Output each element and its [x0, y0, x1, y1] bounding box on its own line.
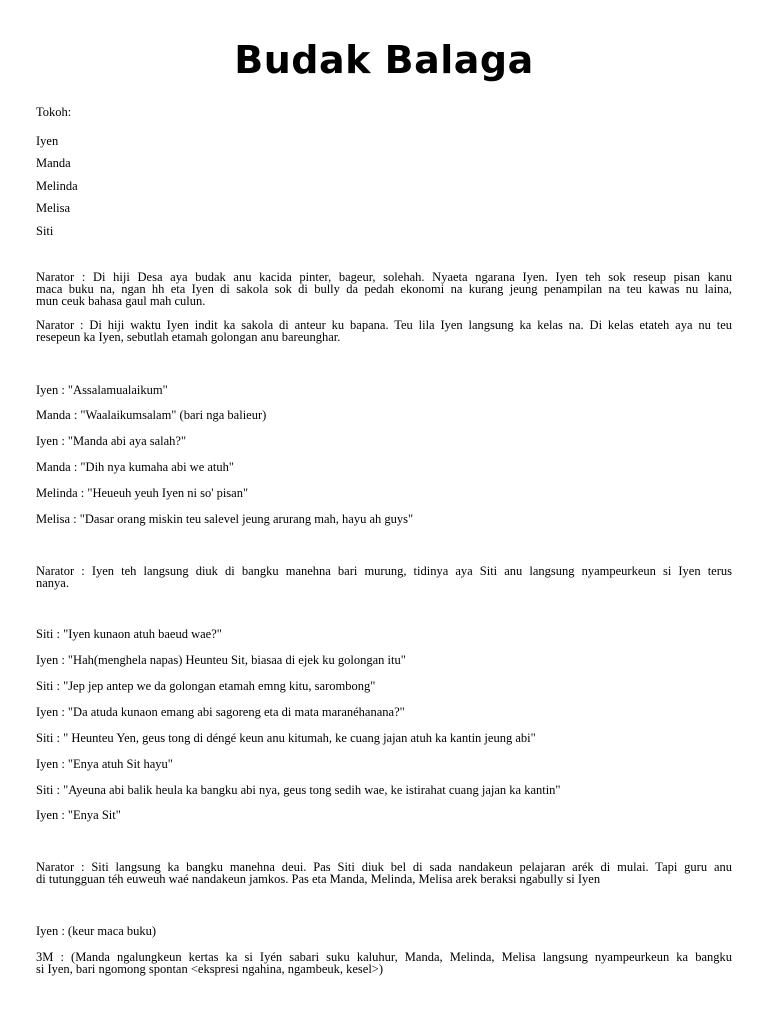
- dialog-line: Iyen : "Manda abi aya salah?": [36, 434, 187, 448]
- text-line: si Iyen, bari ngomong spontan <ekspresi ngahina, ngambeuk, kesel>): [36, 962, 384, 976]
- dialog-line: Manda : "Dih nya kumaha abi we atuh": [36, 460, 234, 474]
- text-line: resepeun ka Iyen, sebutlah etamah golongan anu bareunghar.: [36, 330, 341, 344]
- text-line: Narator : Iyen teh langsung diuk di bangku manehna bari murung, tidinya aya Siti anu langsung nyampeurkeun si Iyen terus: [36, 564, 732, 578]
- character-item: Iyen: [36, 134, 59, 148]
- character-item: Manda: [36, 156, 71, 170]
- text-line: nanya.: [36, 576, 69, 590]
- dialog-line: Siti : " Heunteu Yen, geus tong di déngé keun anu kitumah, ke cuang jajan atuh ka kantin jeung abi": [36, 731, 536, 745]
- narrator-paragraph: [36, 861, 732, 885]
- dialog-line: Siti : "Iyen kunaon atuh baeud wae?": [36, 627, 222, 641]
- dialog-line: Siti : "Ayeuna abi balik heula ka bangku abi nya, geus tong sedih wae, ke istirahat cuang jajan ka kantin": [36, 783, 561, 797]
- text-line: Narator : Siti langsung ka bangku manehna deui. Pas Siti diuk bel di sada nandakeun pelajaran arék di mulai. Tapi guru anu: [36, 860, 732, 874]
- dialog-line: Manda : "Waalaikumsalam" (bari nga balieur): [36, 408, 267, 422]
- dialog-line: Iyen : "Hah(menghela napas) Heunteu Sit, biasaa di ejek ku golongan itu": [36, 653, 406, 667]
- dialog-line: Melisa : "Dasar orang miskin teu salevel jeung arurang mah, hayu ah guys": [36, 512, 414, 526]
- dialog-line: Iyen : "Da atuda kunaon emang abi sagoreng eta di mata maranéhanana?": [36, 705, 405, 719]
- text-line: 3M : (Manda ngalungkeun kertas ka si Iyén sabari suku kaluhur, Manda, Melinda, Melisa langsung nyampeurkeun ka bangku: [36, 950, 732, 964]
- narrator-paragraph: [36, 565, 732, 589]
- dialog-line: Siti : "Jep jep antep we da golongan etamah emng kitu, sarombong": [36, 679, 376, 693]
- dialog-line: Iyen : "Enya atuh Sit hayu": [36, 757, 173, 771]
- document-title: Budak Balaga: [234, 38, 534, 82]
- dialog-line: Iyen : "Enya Sit": [36, 808, 121, 822]
- character-item: Melisa: [36, 201, 71, 215]
- text-line: Narator : Di hiji waktu Iyen indit ka sakola di anteur ku bapana. Teu lila Iyen langsung ka kelas na. Di kelas etateh aya nu teu: [36, 318, 732, 332]
- character-item: Siti: [36, 224, 54, 238]
- tokoh-label: Tokoh:: [36, 105, 72, 119]
- text-line: Narator : Di hiji Desa aya budak anu kacida pinter, bageur, solehah. Nyaeta ngarana Iyen. Iyen teh sok reseup pisan kanu: [36, 270, 732, 284]
- dialog-line: Iyen : (keur maca buku): [36, 924, 157, 938]
- dialog-line: Melinda : "Heueuh yeuh Iyen ni so' pisan": [36, 486, 249, 500]
- dialog-line: Iyen : "Assalamualaikum": [36, 383, 168, 397]
- text-line: maca buku na, ngan hh eta Iyen di sakola sok di bully da pedah ekonomi na kurang jeung penampilan na teu kawas nu laina,: [36, 282, 732, 296]
- character-item: Melinda: [36, 179, 78, 193]
- narrator-paragraph: [36, 271, 732, 307]
- text-line: mun ceuk bahasa gaul mah culun.: [36, 294, 206, 308]
- text-line: di tutungguan téh euweuh waé nandakeun jamkos. Pas eta Manda, Melinda, Melisa arek beraksi ngabully si Iyen: [36, 872, 601, 886]
- narrator-paragraph: [36, 319, 732, 343]
- stage-direction-paragraph: [36, 951, 732, 975]
